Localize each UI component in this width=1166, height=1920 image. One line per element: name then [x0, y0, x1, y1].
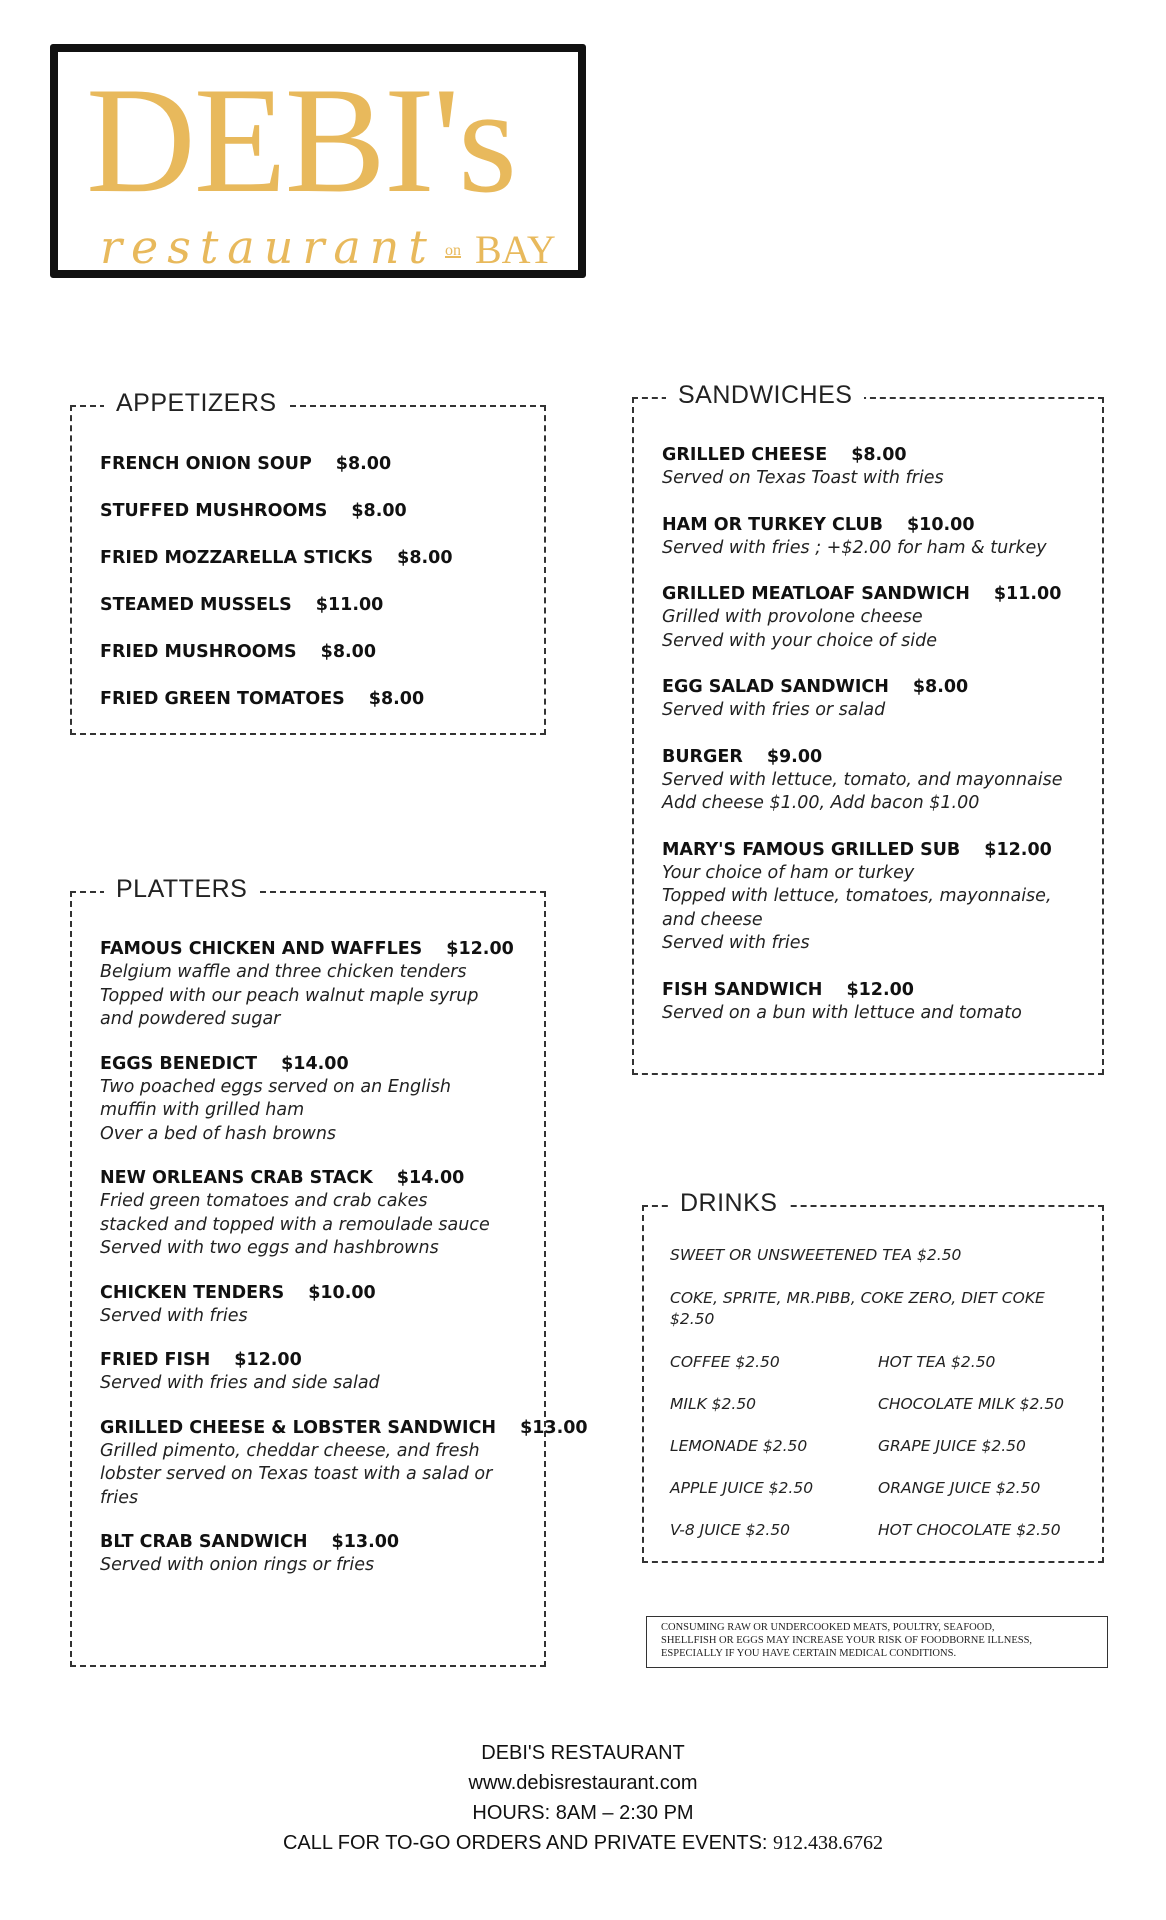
menu-item-name: HAM OR TURKEY CLUB	[662, 514, 883, 535]
drink-item: HOT CHOCOLATE $2.50	[878, 1521, 1061, 1539]
menu-item-description: Two poached eggs served on an English	[100, 1076, 451, 1097]
menu-item-header	[662, 582, 1094, 606]
menu-item-price: $8.00	[912, 677, 969, 697]
menu-item-name: FRIED GREEN TOMATOES	[100, 689, 345, 709]
menu-item-header	[100, 1052, 536, 1076]
menu-item-name: FRENCH ONION SOUP	[100, 454, 312, 474]
drink-item: COKE, SPRITE, MR.PIBB, COKE ZERO, DIET COKE	[670, 1289, 1045, 1307]
sandwiches-section	[632, 381, 1104, 1075]
menu-item-header	[100, 498, 536, 524]
menu-item-name: GRILLED CHEESE	[662, 445, 828, 465]
menu-item-header	[100, 545, 536, 571]
menu-item-header	[100, 639, 536, 665]
drink-item: $2.50	[670, 1310, 715, 1328]
menu-item-description: stacked and topped with a remoulade sauce	[100, 1214, 490, 1235]
menu-item-price: $8.00	[320, 642, 376, 662]
menu-item-description: Grilled with provolone cheese	[662, 607, 923, 627]
menu-item-description: Belgium waffle and three chicken tenders	[100, 962, 467, 982]
menu-item	[100, 498, 536, 524]
menu-item-description: Over a bed of hash browns	[100, 1123, 337, 1144]
menu-item-name: EGG SALAD SANDWICH	[662, 677, 889, 697]
sandwiches-title: SANDWICHES	[666, 381, 864, 410]
sandwiches-list	[662, 443, 1094, 1047]
logo-main-text: DEBI's	[86, 56, 516, 224]
menu-item	[662, 745, 1094, 816]
menu-item-name: MARY'S FAMOUS GRILLED SUB	[662, 839, 961, 860]
menu-item-price: $10.00	[906, 514, 975, 535]
menu-item-name: BLT CRAB SANDWICH	[100, 1532, 308, 1552]
menu-item-name: FISH SANDWICH	[662, 979, 823, 1000]
menu-item-description: Served with fries	[662, 933, 810, 953]
menu-item-description: lobster served on Texas toast with a salad or	[100, 1464, 493, 1484]
drink-item: CHOCOLATE MILK $2.50	[878, 1395, 1065, 1413]
menu-item-price: $14.00	[281, 1053, 349, 1074]
menu-item	[100, 1530, 536, 1578]
warning-line: ESPECIALLY IF YOU HAVE CERTAIN MEDICAL CONDITIONS.	[661, 1648, 957, 1659]
menu-item-header	[100, 1530, 536, 1554]
platters-title: PLATTERS	[104, 875, 259, 904]
drink-item: LEMONADE $2.50	[670, 1437, 808, 1455]
logo-bay-text: BAY	[475, 227, 556, 272]
menu-item-description: fries	[100, 1487, 139, 1508]
drink-item: HOT TEA $2.50	[878, 1353, 996, 1371]
platters-section	[70, 875, 588, 1667]
drink-item: APPLE JUICE $2.50	[670, 1479, 814, 1497]
menu-item	[100, 639, 536, 665]
menu-item-name: CHICKEN TENDERS	[100, 1282, 285, 1303]
menu-item-price: $12.00	[446, 939, 514, 959]
menu-item-price: $13.00	[520, 1417, 588, 1438]
menu-item-header	[100, 1416, 588, 1440]
menu-item	[100, 1166, 536, 1261]
menu-item-description: and cheese	[662, 909, 763, 930]
drink-item: V-8 JUICE $2.50	[670, 1521, 791, 1539]
restaurant-logo	[50, 44, 586, 278]
menu-item-description: and powdered sugar	[100, 1009, 281, 1029]
drink-item: COFFEE $2.50	[670, 1353, 780, 1371]
menu-item-header	[100, 1166, 536, 1190]
menu-item	[100, 1052, 536, 1147]
menu-item-description: Served with two eggs and hashbrowns	[100, 1238, 439, 1258]
menu-item-price: $13.00	[331, 1532, 400, 1552]
drink-item: SWEET OR UNSWEETENED TEA $2.50	[670, 1246, 962, 1264]
menu-item	[100, 937, 536, 1032]
menu-item-header	[662, 978, 1094, 1002]
menu-item	[662, 582, 1094, 653]
menu-item-price: $11.00	[993, 584, 1062, 604]
drinks-grid	[670, 1352, 1094, 1541]
appetizers-section	[70, 389, 546, 735]
appetizers-title: APPETIZERS	[104, 389, 289, 418]
menu-item-name: NEW ORLEANS CRAB STACK	[100, 1168, 373, 1188]
menu-item-description: Served with lettuce, tomato, and mayonnaise	[662, 769, 1063, 790]
menu-item-header	[662, 675, 1094, 699]
menu-item	[100, 451, 536, 477]
menu-item-price: $8.00	[397, 548, 453, 568]
platters-list	[100, 937, 588, 1598]
menu-item	[100, 1416, 588, 1511]
menu-item-description: Grilled pimento, cheddar cheese, and fresh	[100, 1440, 480, 1461]
menu-item-name: STUFFED MUSHROOMS	[100, 501, 328, 521]
menu-item-header	[100, 937, 536, 961]
drinks-section	[642, 1189, 1104, 1563]
warning-line: SHELLFISH OR EGGS MAY INCREASE YOUR RISK OF FOODBORNE ILLNESS,	[661, 1635, 1033, 1646]
menu-item	[100, 686, 536, 712]
menu-item-description: Served with onion rings or fries	[100, 1555, 375, 1575]
warning-line: CONSUMING RAW OR UNDERCOOKED MEATS, POULTRY, SEAFOOD,	[661, 1622, 995, 1633]
menu-item-header	[100, 451, 536, 477]
menu-item-name: FAMOUS CHICKEN AND WAFFLES	[100, 939, 423, 959]
menu-item-description: Topped with lettuce, tomatoes, mayonnaise,	[662, 886, 1052, 906]
menu-item-price: $12.00	[846, 979, 914, 1000]
menu-item	[100, 592, 536, 618]
logo-on-text: on	[445, 242, 461, 259]
menu-item-header	[100, 686, 536, 712]
drinks-list	[670, 1245, 1094, 1541]
menu-item-description: Served on a bun with lettuce and tomato	[662, 1002, 1022, 1023]
menu-item-name: FRIED MUSHROOMS	[100, 642, 297, 662]
drink-item: MILK $2.50	[670, 1395, 757, 1413]
menu-item-description: Served on Texas Toast with fries	[662, 468, 944, 488]
footer-website-link[interactable]: www.debisrestaurant.com	[468, 1772, 698, 1794]
menu-item-price: $14.00	[396, 1168, 465, 1188]
menu-item-name: EGGS BENEDICT	[100, 1053, 258, 1074]
menu-item	[100, 1281, 536, 1329]
menu-item-description: Served with fries	[100, 1305, 248, 1326]
footer-phone[interactable]: 912.438.6762	[773, 1832, 884, 1854]
menu-item	[662, 978, 1094, 1026]
menu-item	[662, 838, 1094, 956]
menu-item-header	[662, 838, 1094, 862]
menu-item-header	[662, 745, 1094, 769]
menu-item-name: GRILLED MEATLOAF SANDWICH	[662, 584, 970, 604]
footer	[0, 1738, 1166, 1858]
menu-item-description: Topped with our peach walnut maple syrup	[100, 985, 479, 1006]
menu-item-header	[100, 1281, 536, 1305]
menu-item	[100, 1348, 536, 1396]
menu-item-price: $8.00	[335, 454, 392, 474]
menu-item-price: $9.00	[766, 746, 823, 767]
footer-hours: HOURS: 8AM – 2:30 PM	[472, 1802, 694, 1824]
menu-item-header	[100, 1348, 536, 1372]
menu-item-price: $8.00	[851, 445, 907, 465]
menu-item-header	[662, 443, 1094, 467]
drink-item: GRAPE JUICE $2.50	[878, 1437, 1026, 1455]
menu-item-header	[662, 513, 1094, 537]
menu-item-name: GRILLED CHEESE & LOBSTER SANDWICH	[100, 1417, 497, 1438]
menu-item-name: BURGER	[662, 746, 743, 767]
menu-item-header	[100, 592, 536, 618]
menu-item-description: Fried green tomatoes and crab cakes	[100, 1191, 428, 1211]
menu-item-price: $8.00	[368, 689, 425, 709]
menu-item-price: $11.00	[315, 595, 384, 615]
menu-item-description: Served with fries and side salad	[100, 1373, 380, 1393]
logo-script-text: restaurant	[100, 220, 436, 274]
menu-item-price: $10.00	[308, 1282, 376, 1303]
footer-restaurant-name: DEBI'S RESTAURANT	[481, 1742, 685, 1764]
menu-item	[662, 513, 1094, 561]
menu-item-description: Add cheese $1.00, Add bacon $1.00	[662, 793, 980, 813]
appetizers-list	[100, 451, 536, 733]
menu-item	[100, 545, 536, 571]
footer-contact	[0, 1828, 1166, 1858]
menu-item	[662, 675, 1094, 723]
menu-item-price: $12.00	[234, 1350, 302, 1370]
food-safety-warning	[646, 1616, 1108, 1668]
drink-item: ORANGE JUICE $2.50	[878, 1479, 1041, 1497]
menu-item-description: Your choice of ham or turkey	[662, 862, 915, 883]
menu-item-price: $8.00	[351, 501, 407, 521]
footer-call-text: CALL FOR TO-GO ORDERS AND PRIVATE EVENTS:	[282, 1832, 774, 1854]
menu-item-name: FRIED MOZZARELLA STICKS	[100, 548, 374, 568]
menu-item-price: $12.00	[984, 839, 1052, 860]
menu-item-description: muffin with grilled ham	[100, 1100, 305, 1120]
menu-item-description: Served with fries or salad	[662, 700, 886, 720]
menu-item-name: FRIED FISH	[100, 1350, 211, 1370]
menu-item-description: Served with your choice of side	[662, 630, 937, 651]
menu-item-description: Served with fries ; +$2.00 for ham & turkey	[662, 537, 1047, 558]
menu-item	[662, 443, 1094, 491]
menu-item-name: STEAMED MUSSELS	[100, 595, 292, 615]
drinks-title: DRINKS	[668, 1189, 789, 1218]
